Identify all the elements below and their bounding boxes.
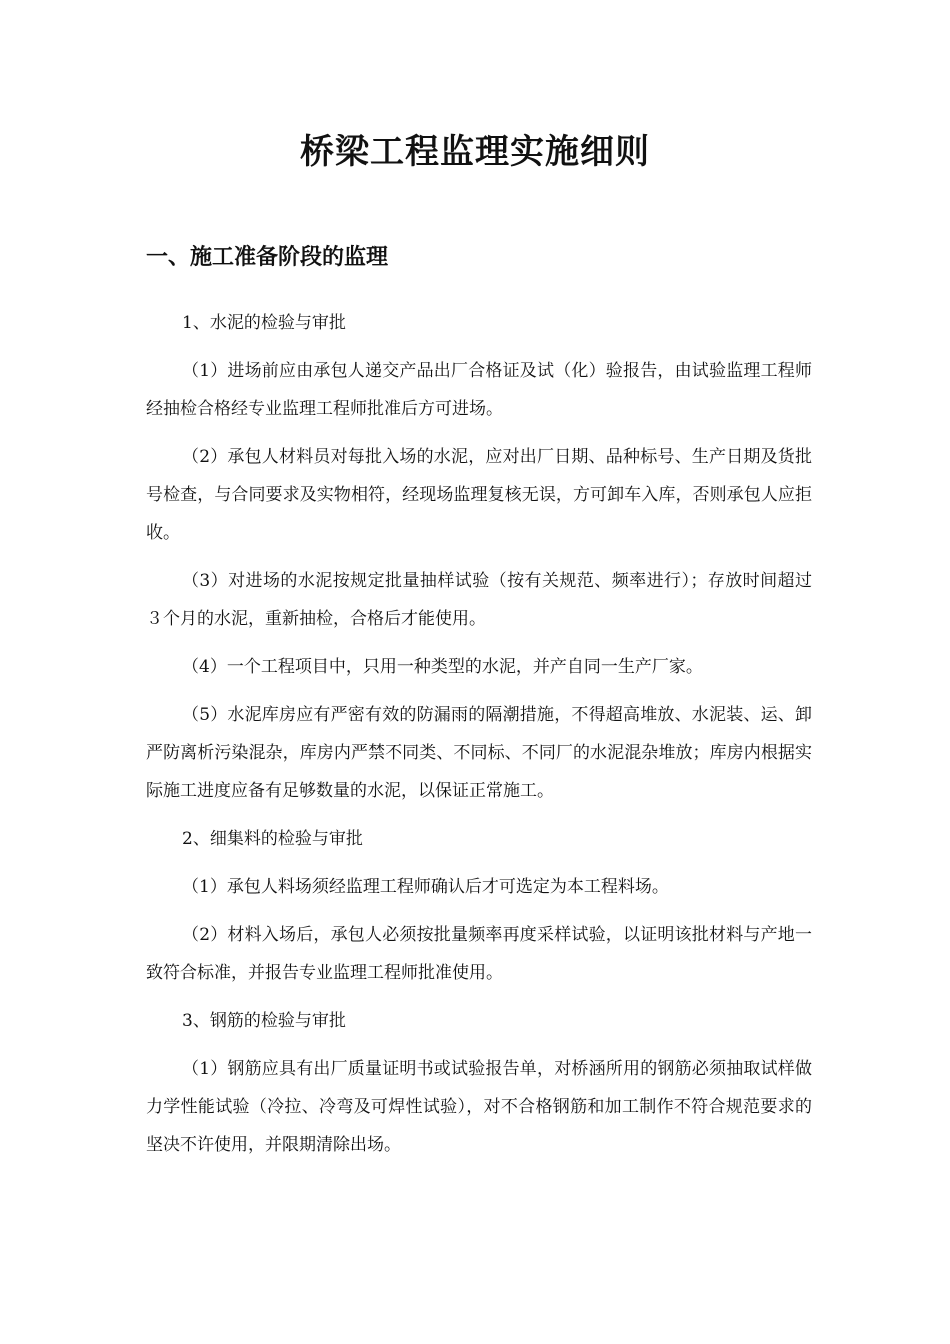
- paragraph: （3）对进场的水泥按规定批量抽样试验（按有关规范、频率进行）；存放时间超过３个月的水泥，重新抽检，合格后才能使用。: [146, 571, 812, 629]
- paragraph: （1）承包人料场须经监理工程师确认后才可选定为本工程料场。: [182, 877, 669, 897]
- paragraph: （2）材料入场后，承包人必须按批量频率再度采样试验，以证明该批材料与产地一致符合标准，并报告专业监理工程师批准使用。: [146, 925, 812, 983]
- section-heading: 一、施工准备阶段的监理: [146, 244, 389, 270]
- subsection-heading: 2、细集料的检验与审批: [182, 829, 363, 849]
- document-title: 桥梁工程监理实施细则: [300, 132, 650, 172]
- document-body: [146, 304, 812, 1174]
- paragraph: （5）水泥库房应有严密有效的防漏雨的隔潮措施，不得超高堆放、水泥装、运、卸严防离析污染混杂，库房内严禁不同类、不同标、不同厂的水泥混杂堆放；库房内根据实际施工进度应备有足够数量的水泥，以保证正常施工。: [146, 705, 812, 801]
- subsection-heading: 3、钢筋的检验与审批: [182, 1011, 346, 1031]
- paragraph: （1）钢筋应具有出厂质量证明书或试验报告单，对桥涵所用的钢筋必须抽取试样做力学性能试验（冷拉、冷弯及可焊性试验），对不合格钢筋和加工制作不符合规范要求的坚决不许使用，并限期清除出场。: [146, 1059, 812, 1155]
- subsection-heading: 1、水泥的检验与审批: [182, 313, 346, 333]
- paragraph: （4）一个工程项目中，只用一种类型的水泥，并产自同一生产厂家。: [182, 657, 703, 677]
- paragraph: （1）进场前应由承包人递交产品出厂合格证及试（化）验报告，由试验监理工程师经抽检合格经专业监理工程师批准后方可进场。: [146, 361, 812, 419]
- paragraph: （2）承包人材料员对每批入场的水泥，应对出厂日期、品种标号、生产日期及货批号检查，与合同要求及实物相符，经现场监理复核无误，方可卸车入库，否则承包人应拒收。: [146, 447, 812, 543]
